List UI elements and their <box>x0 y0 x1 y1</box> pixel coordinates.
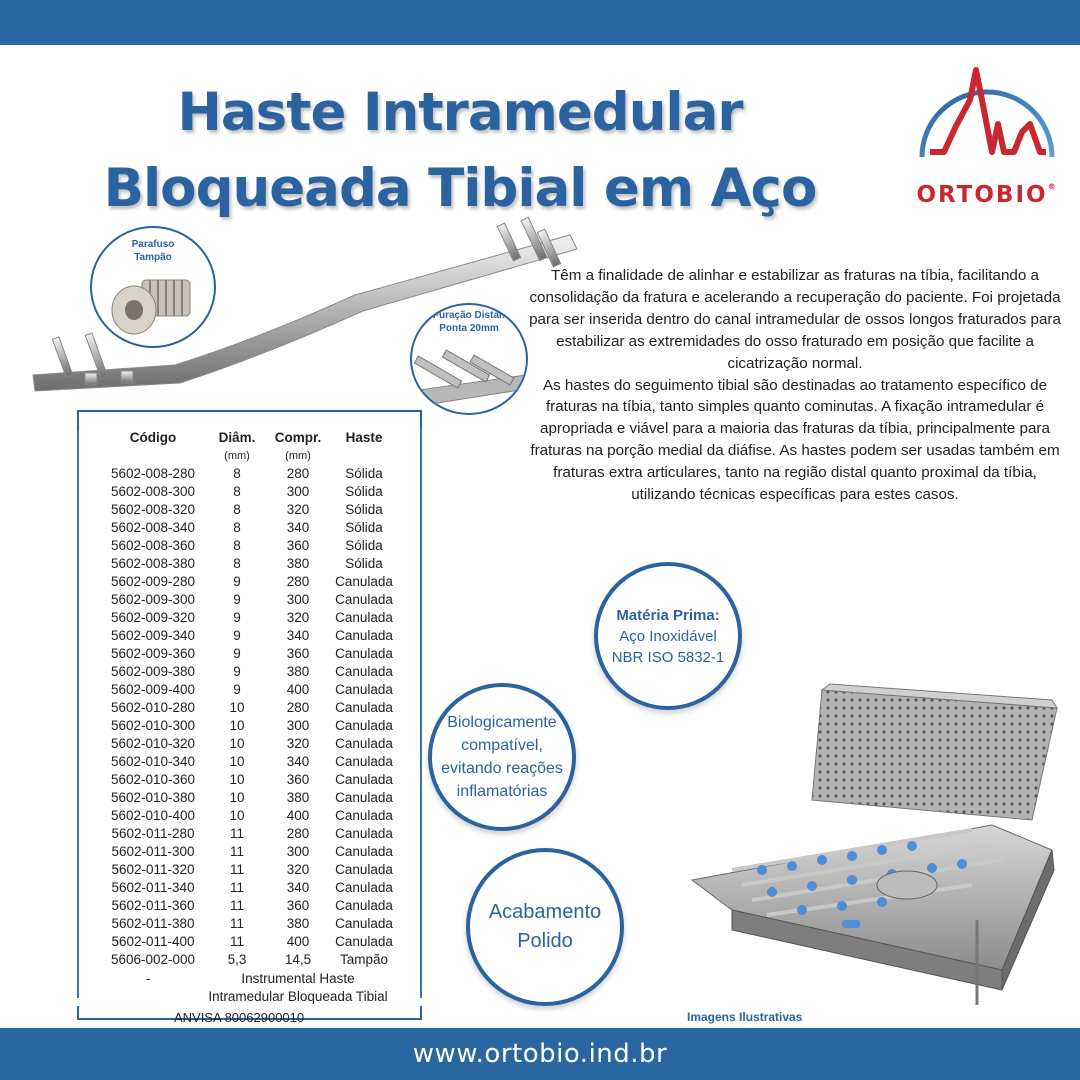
cell-code: 5602-010-300 <box>110 718 196 733</box>
cell-diameter: 8 <box>233 484 241 499</box>
footer-bar <box>0 1028 1080 1080</box>
cell-length: 340 <box>286 754 310 769</box>
cell-code: 5602-009-360 <box>110 646 196 661</box>
cell-diameter: 10 <box>229 700 245 715</box>
table-row <box>99 699 399 717</box>
cell-length: 300 <box>286 484 310 499</box>
cell-diameter: 9 <box>233 610 241 625</box>
table-row <box>99 591 399 609</box>
cell-length: 320 <box>286 502 310 517</box>
table-row <box>99 483 399 501</box>
unit-length: (mm) <box>285 450 311 462</box>
screw-label-1: Parafuso <box>131 239 175 250</box>
table-row <box>99 645 399 663</box>
cell-code: 5602-008-380 <box>110 556 196 571</box>
cell-diameter: 10 <box>229 790 245 805</box>
cell-code: 5602-011-360 <box>111 898 195 913</box>
header-length: Compr. <box>274 430 322 445</box>
cell-length: 400 <box>286 934 310 949</box>
table-row <box>99 771 399 789</box>
cell-length: 360 <box>286 772 310 787</box>
cell-type: Canulada <box>335 628 393 643</box>
unit-code <box>99 447 207 465</box>
unit-diameter: (mm) <box>224 450 250 462</box>
cell-code: 5602-008-360 <box>110 538 196 553</box>
cell-diameter: 10 <box>229 718 245 733</box>
product-description <box>525 265 1065 506</box>
distal-label-2: Ponta 20mm <box>439 323 499 334</box>
header-code: Código <box>129 430 177 445</box>
cell-type: Canulada <box>335 844 393 859</box>
cell-diameter: 9 <box>233 628 241 643</box>
logo-reg-mark: ® <box>1047 182 1058 191</box>
instrumental-line-2: Intramedular Bloqueada Tibial <box>208 989 388 1004</box>
cell-type: Canulada <box>335 772 393 787</box>
table-unit-row <box>99 447 399 465</box>
cell-diameter: 11 <box>229 898 244 913</box>
cell-length: 380 <box>286 790 310 805</box>
logo-text: ORTOBIO <box>916 182 1048 208</box>
cell-length: 380 <box>286 664 310 679</box>
bio-line-2: compatível, <box>461 737 543 754</box>
cell-type: Canulada <box>335 574 393 589</box>
table-body <box>99 465 399 969</box>
cell-code: 5602-011-300 <box>111 844 195 859</box>
cell-code: 5602-010-380 <box>110 790 196 805</box>
cell-diameter: 11 <box>229 844 244 859</box>
cell-diameter: 9 <box>233 664 241 679</box>
anvisa-registration: ANVISA 80062900010 <box>174 1010 305 1025</box>
distal-label-1: Furação Distal: <box>432 310 506 321</box>
cell-code: 5602-011-380 <box>111 916 195 931</box>
table-row <box>99 609 399 627</box>
cell-code: 5602-009-300 <box>110 592 196 607</box>
cell-length: 280 <box>286 700 310 715</box>
table-row <box>99 735 399 753</box>
cell-diameter: 9 <box>233 646 241 661</box>
screw-cap-detail <box>90 226 216 348</box>
distal-tip-image <box>412 335 526 411</box>
cell-length: 14,5 <box>284 952 312 967</box>
cell-code: 5602-011-400 <box>111 934 195 949</box>
cell-length: 340 <box>286 880 310 895</box>
instrumental-dash: - <box>146 971 151 986</box>
table-row <box>99 555 399 573</box>
table-row <box>99 879 399 897</box>
material-title: Matéria Prima: <box>616 606 720 624</box>
cell-diameter: 10 <box>229 754 245 769</box>
cell-type: Canulada <box>335 790 393 805</box>
cell-type: Canulada <box>335 592 393 607</box>
table-row <box>99 465 399 483</box>
cell-code: 5602-009-280 <box>110 574 196 589</box>
cell-code: 5602-010-320 <box>110 736 196 751</box>
bio-line-3: evitando reações <box>441 760 563 777</box>
cell-diameter: 10 <box>229 736 245 751</box>
title-line-2: Bloqueada Tibial em Aço <box>103 158 817 219</box>
cell-type: Canulada <box>335 736 393 751</box>
material-line-1: Aço Inoxidável <box>619 627 717 645</box>
cell-code: 5602-011-340 <box>111 880 195 895</box>
cell-diameter: 8 <box>233 538 241 553</box>
cell-code: 5602-009-340 <box>110 628 196 643</box>
cell-length: 320 <box>286 736 310 751</box>
table-row <box>99 501 399 519</box>
cell-diameter: 9 <box>233 682 241 697</box>
cell-code: 5602-008-320 <box>110 502 196 517</box>
cell-diameter: 11 <box>229 880 244 895</box>
table-row <box>99 951 399 969</box>
table-row <box>99 933 399 951</box>
cell-length: 300 <box>286 718 310 733</box>
table-row <box>99 807 399 825</box>
product-table <box>99 428 399 969</box>
instrument-tray-image <box>672 680 1062 1010</box>
finish-line-2: Polido <box>517 930 573 952</box>
cell-code: 5602-010-400 <box>110 808 196 823</box>
cell-length: 360 <box>286 646 310 661</box>
cell-type: Tampão <box>339 952 389 967</box>
cell-type: Canulada <box>335 682 393 697</box>
logo-wave <box>930 70 1046 152</box>
finish-line-1: Acabamento <box>488 901 602 923</box>
table-row <box>99 789 399 807</box>
cell-length: 400 <box>286 682 310 697</box>
top-bar <box>0 0 1080 45</box>
cell-length: 280 <box>286 826 310 841</box>
instrumental-description <box>198 970 398 1006</box>
cell-type: Canulada <box>335 880 393 895</box>
cell-type: Canulada <box>335 664 393 679</box>
cell-type: Sólida <box>345 466 383 481</box>
description-paragraph-2: As hastes do seguimento tibial são destinadas ao tratamento específico de fraturas na tíbia, tanto simples quanto cominutas. A fixação intramedular é apropriada e viável para a maioria das fraturas da tíbia, principalmente para fraturas na porção medial da diáfise. As hastes podem ser usadas também em fraturas extra articulares, tanto na região distal quanto proximal da tíbia, utilizando técnicas específicas para estes casos. <box>530 376 1060 504</box>
cell-type: Canulada <box>335 700 393 715</box>
cell-diameter: 10 <box>229 772 245 787</box>
cell-diameter: 11 <box>229 934 244 949</box>
cell-type: Canulada <box>335 610 393 625</box>
biocompatible-bubble <box>428 683 576 831</box>
cell-type: Sólida <box>345 538 383 553</box>
cell-length: 340 <box>286 520 310 535</box>
cell-length: 280 <box>286 466 310 481</box>
cell-code: 5602-008-340 <box>110 520 196 535</box>
cell-length: 340 <box>286 628 310 643</box>
table-row <box>99 537 399 555</box>
table-row <box>99 717 399 735</box>
cell-type: Canulada <box>335 862 393 877</box>
cell-type: Canulada <box>335 916 393 931</box>
cell-diameter: 8 <box>233 556 241 571</box>
cell-diameter: 9 <box>233 574 241 589</box>
cell-diameter: 11 <box>229 862 244 877</box>
cell-code: 5602-010-360 <box>110 772 196 787</box>
cell-type: Canulada <box>335 754 393 769</box>
cell-length: 300 <box>286 592 310 607</box>
cell-diameter: 8 <box>233 502 241 517</box>
page-title <box>100 75 820 227</box>
cell-type: Canulada <box>335 898 393 913</box>
cell-type: Sólida <box>345 556 383 571</box>
finish-bubble <box>466 848 624 1006</box>
cell-code: 5602-008-280 <box>110 466 196 481</box>
cell-length: 320 <box>286 862 310 877</box>
cell-code: 5602-009-400 <box>110 682 196 697</box>
cell-type: Sólida <box>345 502 383 517</box>
cell-code: 5602-009-320 <box>110 610 196 625</box>
cell-diameter: 5,3 <box>227 952 247 967</box>
cell-type: Canulada <box>335 808 393 823</box>
cell-length: 320 <box>286 610 310 625</box>
cell-code: 5602-011-280 <box>111 826 195 841</box>
bio-line-4: inflamatórias <box>456 783 548 800</box>
cell-code: 5602-011-320 <box>111 862 195 877</box>
table-row <box>99 825 399 843</box>
cell-length: 360 <box>286 538 310 553</box>
cell-type: Canulada <box>335 718 393 733</box>
table-row <box>99 897 399 915</box>
table-row <box>99 915 399 933</box>
cell-code: 5602-008-300 <box>110 484 196 499</box>
cell-diameter: 9 <box>233 592 241 607</box>
cell-length: 380 <box>286 916 310 931</box>
cell-type: Canulada <box>335 826 393 841</box>
cell-code: 5606-002-000 <box>110 952 196 967</box>
cell-code: 5602-010-280 <box>110 700 196 715</box>
table-row <box>99 753 399 771</box>
cell-diameter: 11 <box>229 826 244 841</box>
table-header-row <box>99 428 399 447</box>
table-row <box>99 861 399 879</box>
screw-cap-image <box>104 268 202 340</box>
cell-length: 400 <box>286 808 310 823</box>
table-row <box>99 663 399 681</box>
description-paragraph-1: Têm a finalidade de alinhar e estabilizar as fraturas na tíbia, facilitando a consolidação da fratura e acelerando a recuperação do paciente. Foi projetada para ser inserida dentro do canal intramedular de ossos longos fraturados para estabilizar as extremidades do osso fraturado em posição que facilite a cicatrização normal. <box>529 267 1061 372</box>
title-line-1: Haste Intramedular <box>177 82 743 143</box>
table-row <box>99 627 399 645</box>
material-line-2: NBR ISO 5832-1 <box>611 648 725 666</box>
cell-code: 5602-009-380 <box>110 664 196 679</box>
header-type: Haste <box>345 430 383 445</box>
cell-length: 280 <box>286 574 310 589</box>
cell-type: Sólida <box>345 484 383 499</box>
logo-wordmark <box>912 182 1062 208</box>
cell-diameter: 11 <box>229 916 244 931</box>
cell-diameter: 8 <box>233 520 241 535</box>
header-diameter: Diâm. <box>218 430 256 445</box>
cell-code: 5602-010-340 <box>110 754 196 769</box>
cell-length: 380 <box>286 556 310 571</box>
screw-label-2: Tampão <box>134 252 172 263</box>
cell-diameter: 10 <box>229 808 245 823</box>
cell-type: Sólida <box>345 520 383 535</box>
unit-type <box>329 447 399 465</box>
table-row <box>99 573 399 591</box>
distal-hole-detail <box>410 303 528 415</box>
cell-type: Canulada <box>335 934 393 949</box>
bio-line-1: Biologicamente <box>447 714 557 731</box>
product-table-box <box>77 410 422 1022</box>
cell-length: 360 <box>286 898 310 913</box>
table-row <box>99 843 399 861</box>
table-row <box>99 519 399 537</box>
cell-diameter: 8 <box>233 466 241 481</box>
cell-type: Canulada <box>335 646 393 661</box>
illustrative-images-note: Imagens Ilustrativas <box>687 1010 803 1024</box>
website-link[interactable]: www.ortobio.ind.br <box>412 1039 668 1069</box>
instrumental-line-1: Instrumental Haste <box>241 971 355 986</box>
cell-length: 300 <box>286 844 310 859</box>
table-row <box>99 681 399 699</box>
